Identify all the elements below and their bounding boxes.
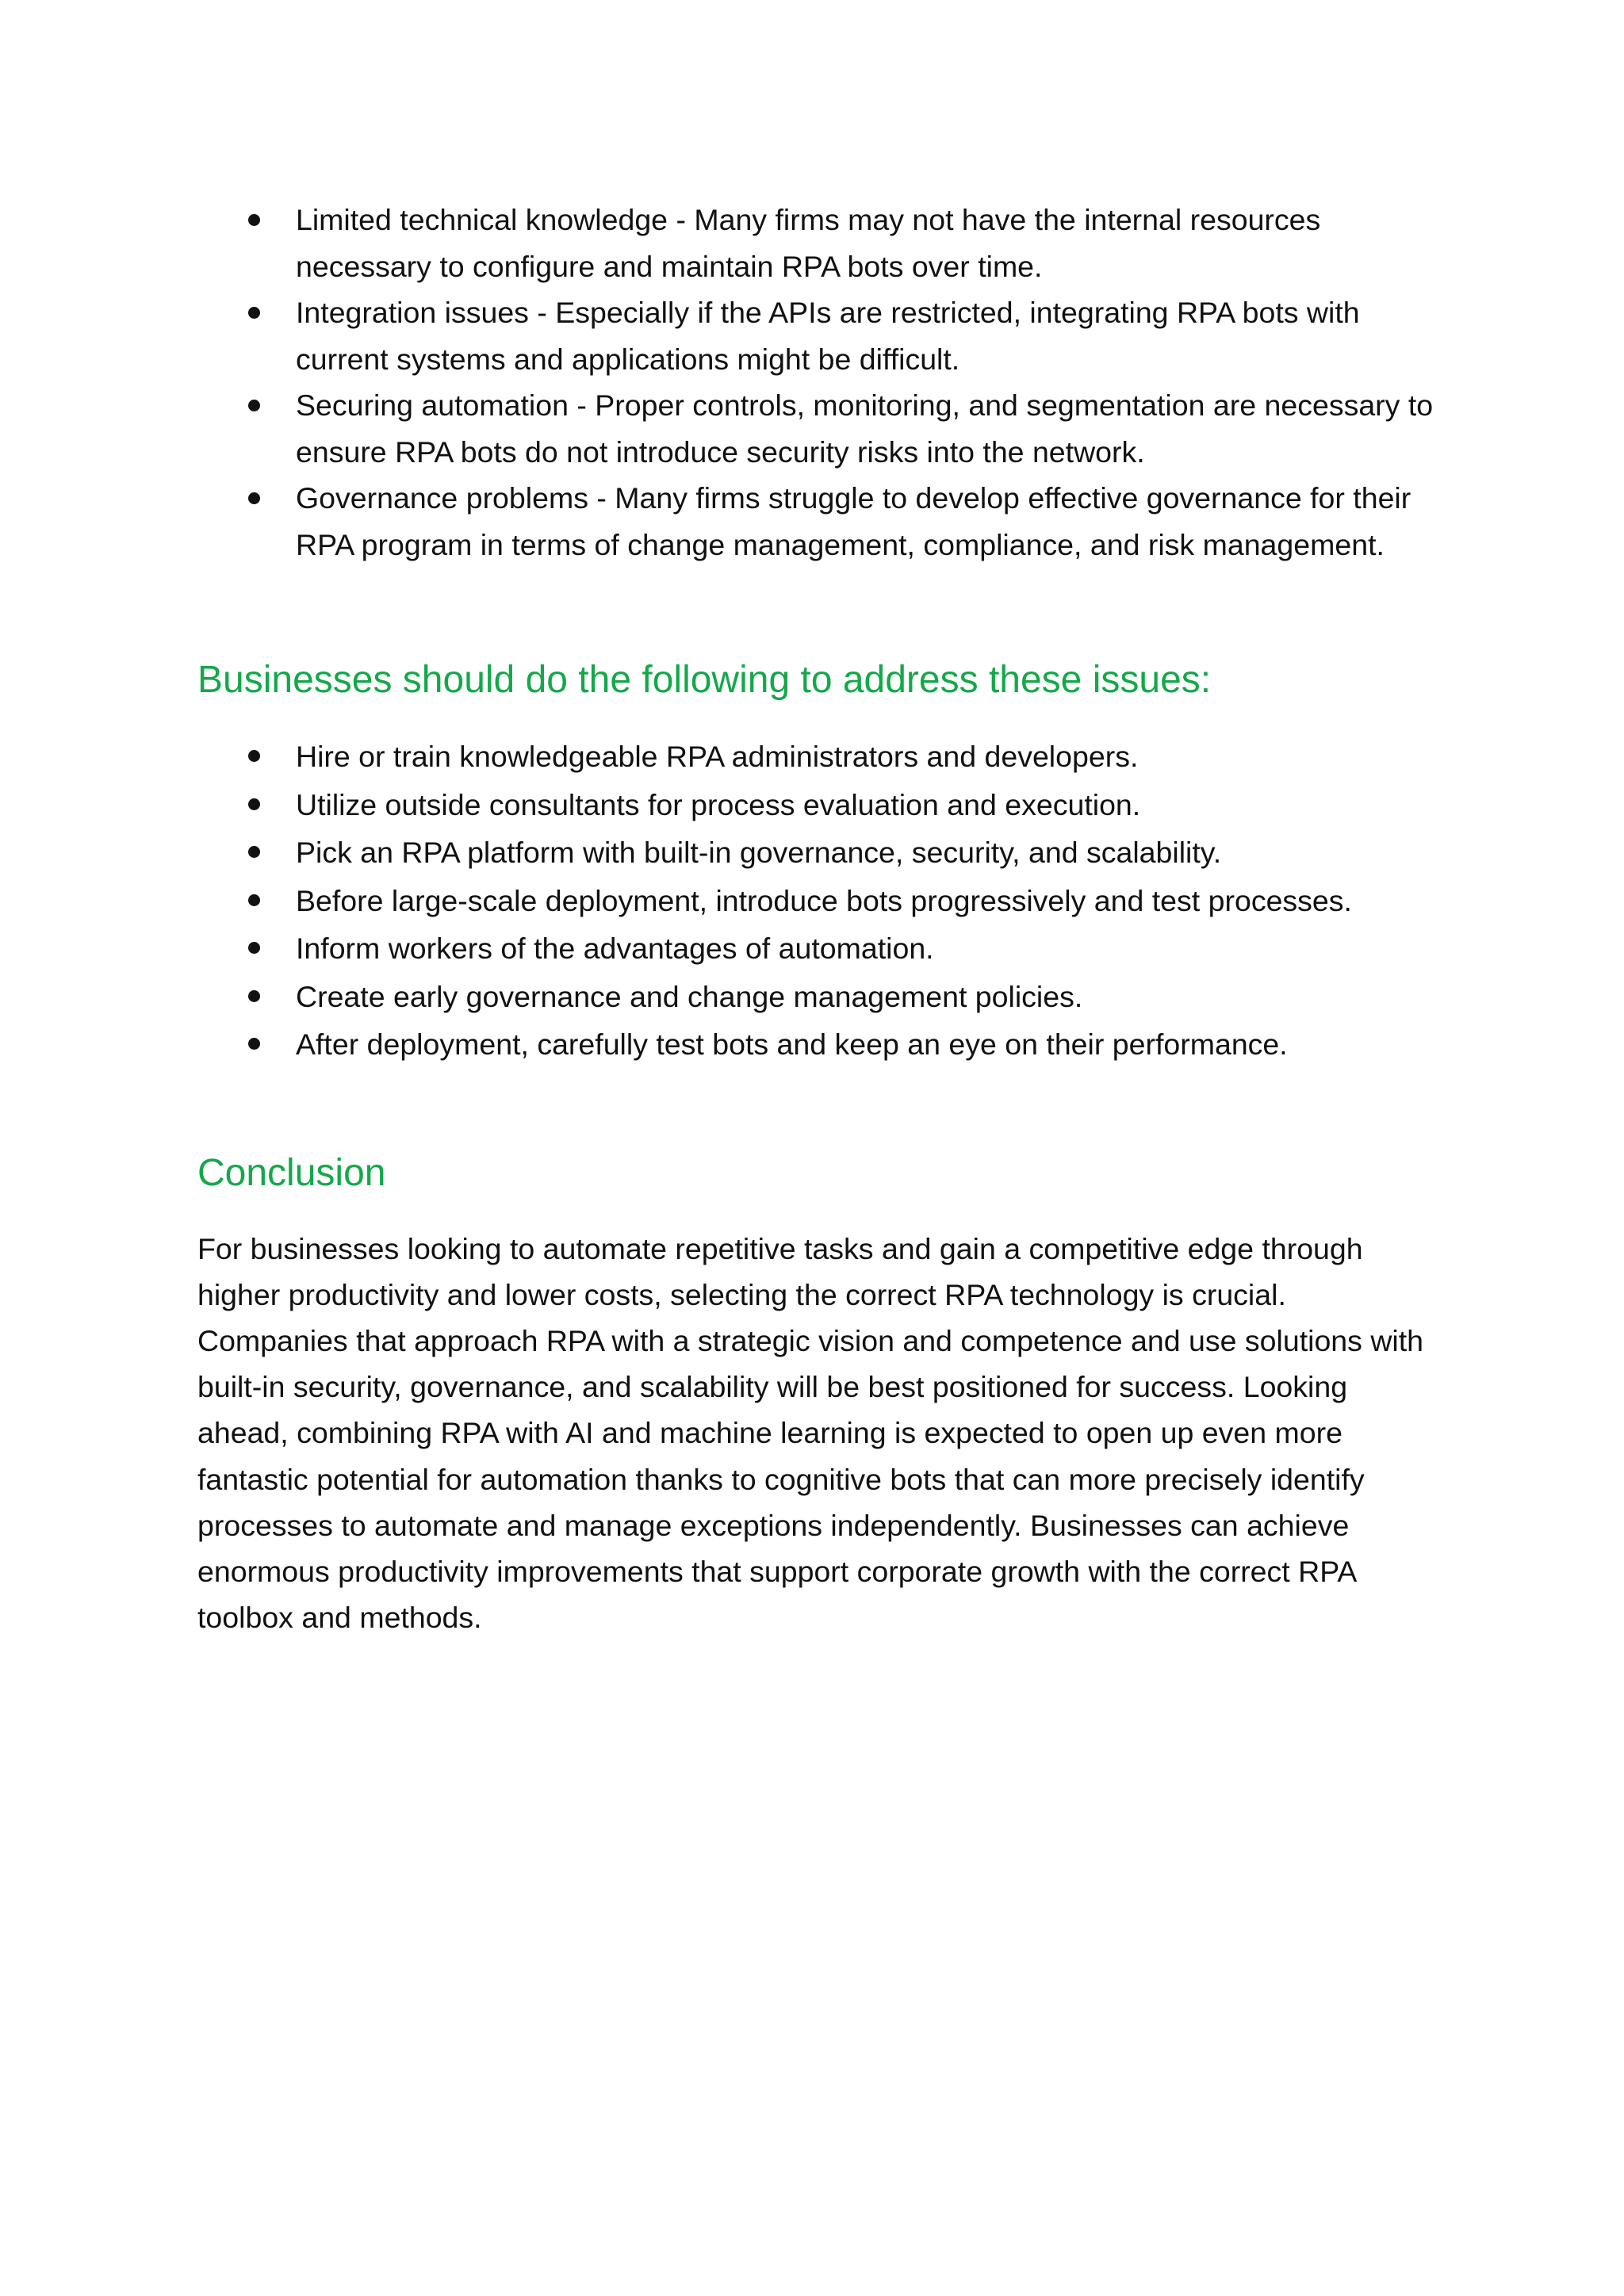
list-item-text: Inform workers of the advantages of automation. (296, 932, 934, 965)
list-item (296, 733, 1442, 781)
list-item (296, 382, 1442, 475)
list-item (296, 924, 1442, 973)
list-item (296, 197, 1442, 289)
conclusion-paragraph: For businesses looking to automate repetitive tasks and gain a competitive edge through higher productivity and lower costs, selecting the correct RPA technology is crucial. Companies that approach RPA with a strategic vision and competence and use solutions with built-in security, governance, and scalability will be best positioned for success. Looking ahead, combining RPA with AI and machine learning is expected to open up even more fantastic potential for automation thanks to cognitive bots that can more precisely identify processes to automate and manage exceptions independently. Businesses can achieve enormous productivity improvements that support corporate growth with the correct RPA toolbox and methods. (197, 1231, 1424, 1635)
list-item-text: After deployment, carefully test bots and keep an eye on their performance. (296, 1027, 1288, 1061)
list-item-text: Hire or train knowledgeable RPA administrators and developers. (296, 740, 1139, 773)
page-content (197, 197, 1442, 1640)
bullet-icon (248, 492, 260, 504)
list-item (296, 877, 1442, 925)
bullet-icon (248, 400, 260, 411)
list-item (296, 973, 1442, 1021)
bullet-icon (248, 798, 260, 810)
list-item (296, 289, 1442, 382)
list-item-text: Governance problems - Many firms struggle to develop effective governance for their RPA program in terms of change management, compliance, and risk management. (296, 481, 1411, 561)
conclusion-heading: Conclusion (197, 1151, 386, 1194)
bullet-icon (248, 214, 260, 226)
solutions-list (197, 733, 1442, 1069)
bullet-icon (248, 750, 260, 762)
list-item-text: Limited technical knowledge - Many firms may not have the internal resources necessary to configure and maintain RPA bots over time. (296, 203, 1321, 283)
list-item-text: Pick an RPA platform with built-in governance, security, and scalability. (296, 836, 1222, 869)
solutions-heading: Businesses should do the following to address these issues: (197, 659, 1212, 701)
bullet-icon (248, 894, 260, 906)
list-item-text: Securing automation - Proper controls, monitoring, and segmentation are necessary to ensure RPA bots do not introduce security risks into the network. (296, 388, 1434, 469)
bullet-icon (248, 1038, 260, 1050)
bullet-icon (248, 990, 260, 1002)
list-item-text: Before large-scale deployment, introduce bots progressively and test processes. (296, 883, 1352, 917)
list-item (296, 781, 1442, 829)
bullet-icon (248, 307, 260, 319)
list-item (296, 475, 1442, 568)
list-item-text: Create early governance and change management policies. (296, 979, 1083, 1013)
list-item-text: Utilize outside consultants for process evaluation and execution. (296, 787, 1141, 821)
issues-list (197, 197, 1442, 568)
list-item (296, 1020, 1442, 1069)
bullet-icon (248, 846, 260, 858)
list-item-text: Integration issues - Especially if the APIs are restricted, integrating RPA bots with current systems and applications might be difficult. (296, 296, 1360, 376)
bullet-icon (248, 942, 260, 954)
list-item (296, 828, 1442, 877)
